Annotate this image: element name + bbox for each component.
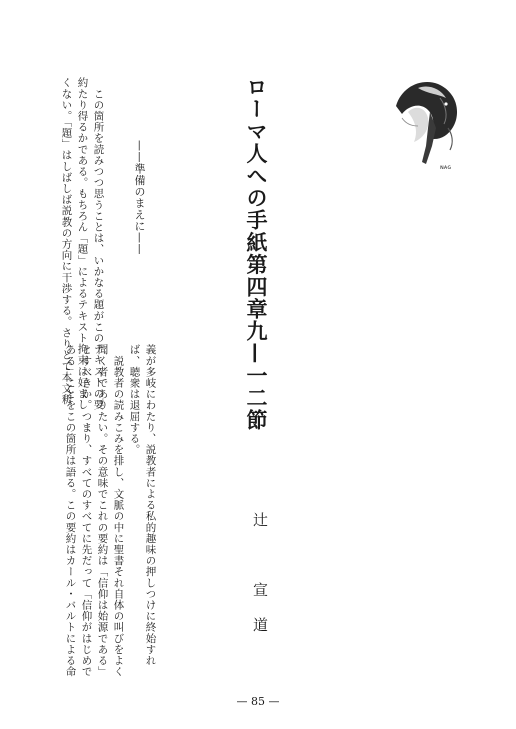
- ornament-signature: ɴᴀɢ: [440, 164, 452, 171]
- text-line: とすべきか。つまり、すべてのすべてに先だって「信仰がはじめで: [80, 344, 93, 677]
- text-line: 義が多岐にわたり、説教者による私的趣味の押しつけに終始すれ: [144, 344, 157, 666]
- section-subtitle: ——準備のまえに——: [133, 140, 146, 255]
- text-line: 説教者の読みこみを排し、文脈の中に聖書それ自体の叫びをよく: [112, 344, 125, 677]
- text-line: 約たり得るかである。もちろん「題」によるテキスト拘束は好まし: [76, 77, 89, 410]
- page-title: ローマ人への手紙第四章九—一二節: [244, 76, 269, 432]
- author-name: 辻 宣道: [251, 512, 269, 652]
- text-line: 聞く者でありたい。その意味でこれの要約は「信仰は始源である」: [96, 344, 109, 677]
- text-line: ば、聴衆は退屈する。: [128, 344, 141, 455]
- text-line: ある」ことをこの箇所は語る。この要約はカール・バルトによる命: [64, 344, 77, 677]
- text-line: この箇所を読みつつ思うことは、いかなる題がこのテキストの要: [92, 77, 105, 410]
- page-number: — 85 —: [236, 695, 280, 708]
- text-line: くない。「題」はしばしば説教の方向に干渉する。さりとて本文釈: [60, 77, 73, 405]
